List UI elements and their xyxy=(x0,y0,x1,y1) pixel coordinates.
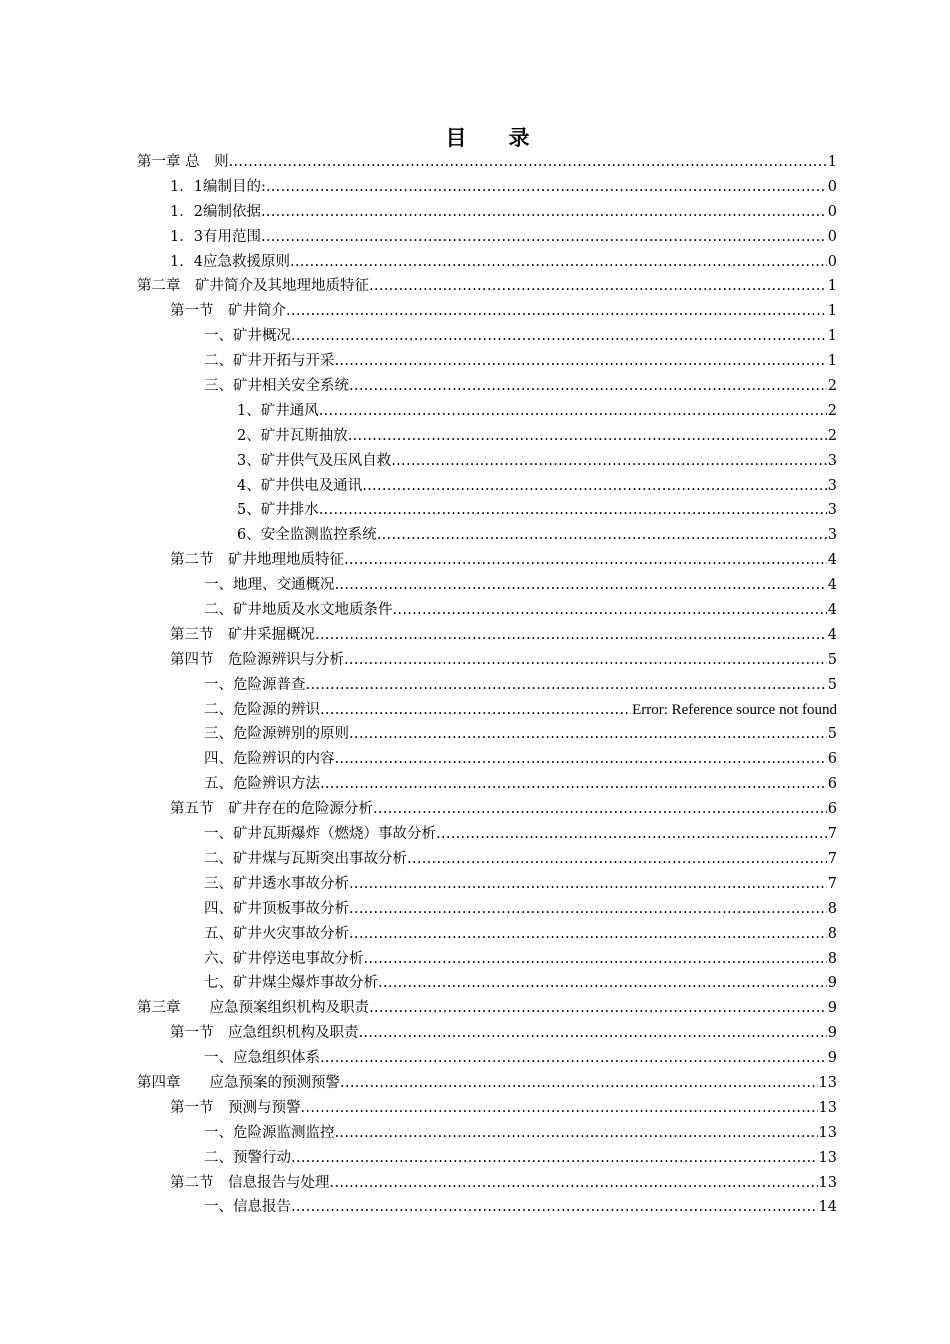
toc-entry-label: 第五节 矿井存在的危险源分析 ..... xyxy=(170,797,837,822)
toc-entry-label: 一、地理、交通概况 ..... xyxy=(204,573,837,598)
toc-entry[interactable] xyxy=(137,474,837,499)
toc-entry-page-number: 5 xyxy=(827,722,837,747)
toc-entry-label: 四、矿井顶板事故分析 ..... xyxy=(204,897,837,922)
toc-entry-label: 一、矿井概况 ..... xyxy=(204,324,837,349)
toc-entry[interactable] xyxy=(137,250,837,275)
toc-entry-page-number: 6 xyxy=(827,747,837,772)
toc-entry[interactable] xyxy=(137,1121,837,1146)
toc-entry[interactable] xyxy=(137,1171,837,1196)
toc-entry[interactable] xyxy=(137,449,837,474)
toc-entry[interactable] xyxy=(137,1146,837,1171)
toc-entry-label: 一、危险源监测监控 ..... xyxy=(204,1121,837,1146)
toc-entry-label: 六、矿井停送电事故分析 ..... xyxy=(204,947,837,972)
toc-entry-page-number: 1 xyxy=(827,274,837,299)
toc-entry-label: 1．3有用范围 ..... xyxy=(170,225,837,250)
toc-entry-page-number: 13 xyxy=(818,1071,837,1096)
toc-entry-label: 6、安全监测监控系统 ..... xyxy=(237,523,837,548)
toc-entry-label: 二、矿井地质及水文地质条件 ..... xyxy=(204,598,837,623)
toc-entry-page-number: 1 xyxy=(827,324,837,349)
toc-entry[interactable] xyxy=(137,274,837,299)
toc-entry-label: 第二节 信息报告与处理 ..... xyxy=(170,1171,837,1196)
toc-entry-label: 4、矿井供电及通讯 ..... xyxy=(237,474,837,499)
toc-entry-page-number: 0 xyxy=(827,225,837,250)
toc-entry-page-number: 9 xyxy=(827,996,837,1021)
toc-entry[interactable] xyxy=(137,673,837,698)
toc-entry[interactable] xyxy=(137,1046,837,1071)
toc-entry-page-number: 7 xyxy=(827,847,837,872)
toc-entry-page-number: 1 xyxy=(827,299,837,324)
toc-entry-label: 5、矿井排水 ..... xyxy=(237,498,837,523)
toc-entry-page-number: 7 xyxy=(827,872,837,897)
toc-entry-page-number: 9 xyxy=(827,971,837,996)
toc-entry[interactable] xyxy=(137,971,837,996)
toc-entry-label: 第二节 矿井地理地质特征 ..... xyxy=(170,548,837,573)
toc-entry-page-number: 2 xyxy=(827,424,837,449)
toc-entry-page-number: 13 xyxy=(818,1146,837,1171)
toc-entry[interactable] xyxy=(137,872,837,897)
toc-entry-label: 二、危险源的辨识 ..... xyxy=(204,698,837,723)
toc-entry-label: 1．1编制目的: ..... xyxy=(170,175,837,200)
toc-entry-page-number: 2 xyxy=(827,374,837,399)
toc-entry-page-number: 0 xyxy=(827,200,837,225)
toc-entry-page-number: 14 xyxy=(818,1195,837,1220)
toc-entry[interactable] xyxy=(137,847,837,872)
toc-entry[interactable] xyxy=(137,523,837,548)
toc-entry-label: 第一节 矿井简介 ..... xyxy=(170,299,837,324)
toc-entry-page-number: 4 xyxy=(827,548,837,573)
toc-entry[interactable] xyxy=(137,1071,837,1096)
toc-entry-page-number: 8 xyxy=(827,897,837,922)
toc-entry-label: 三、矿井透水事故分析 ..... xyxy=(204,872,837,897)
toc-entry[interactable] xyxy=(137,1021,837,1046)
toc-entry-page-number: 5 xyxy=(827,673,837,698)
toc-entry-label: 二、矿井开拓与开采 ..... xyxy=(204,349,837,374)
toc-entry[interactable] xyxy=(137,623,837,648)
toc-entry-page-number: 4 xyxy=(827,573,837,598)
toc-entry-label: 1、矿井通风 ..... xyxy=(237,399,837,424)
toc-entry[interactable] xyxy=(137,150,837,175)
toc-entry-label: 七、矿井煤尘爆炸事故分析 ..... xyxy=(204,971,837,996)
table-of-contents xyxy=(137,150,837,1220)
toc-entry-page-number: 3 xyxy=(827,449,837,474)
toc-entry[interactable] xyxy=(137,374,837,399)
toc-entry-label: 二、预警行动 ..... xyxy=(204,1146,837,1171)
toc-entry-page-number: 13 xyxy=(818,1171,837,1196)
toc-entry[interactable] xyxy=(137,424,837,449)
toc-entry-page-number: 9 xyxy=(827,1021,837,1046)
toc-entry[interactable] xyxy=(137,498,837,523)
toc-entry-page-number: 0 xyxy=(827,250,837,275)
toc-entry[interactable] xyxy=(137,324,837,349)
toc-entry-label: 三、矿井相关安全系统 ..... xyxy=(204,374,837,399)
toc-entry-label: 一、危险源普查 ..... xyxy=(204,673,837,698)
toc-entry-page-number: 13 xyxy=(818,1096,837,1121)
toc-entry-label: 1．2编制依据 ..... xyxy=(170,200,837,225)
toc-entry[interactable] xyxy=(137,922,837,947)
toc-entry-label: 一、矿井瓦斯爆炸（燃烧）事故分析 ..... xyxy=(204,822,837,847)
toc-entry[interactable] xyxy=(137,897,837,922)
toc-entry-label: 三、危险源辨别的原则 ..... xyxy=(204,722,837,747)
toc-entry-page-number: 3 xyxy=(827,523,837,548)
toc-entry[interactable] xyxy=(137,349,837,374)
toc-entry-page-number: 1 xyxy=(827,349,837,374)
toc-entry-label: 四、危险辨识的内容 ..... xyxy=(204,747,837,772)
toc-entry[interactable] xyxy=(137,722,837,747)
toc-entry-page-number: 5 xyxy=(827,648,837,673)
toc-entry-page-number: 13 xyxy=(818,1121,837,1146)
toc-entry-label: 第一节 应急组织机构及职责 ..... xyxy=(170,1021,837,1046)
toc-entry-label: 第四节 危险源辨识与分析 ..... xyxy=(170,648,837,673)
toc-entry-page-number: Error: Reference source not found xyxy=(631,698,837,723)
toc-entry[interactable] xyxy=(137,548,837,573)
toc-entry[interactable] xyxy=(137,822,837,847)
toc-entry-label: 五、危险辨识方法 ..... xyxy=(204,772,837,797)
toc-title: 目 录 xyxy=(445,125,530,150)
toc-entry[interactable] xyxy=(137,797,837,822)
toc-entry[interactable] xyxy=(137,698,837,723)
toc-entry[interactable] xyxy=(137,747,837,772)
toc-entry-label: 1．4应急救援原则 ..... xyxy=(170,250,837,275)
toc-entry[interactable] xyxy=(137,573,837,598)
toc-entry[interactable] xyxy=(137,175,837,200)
toc-entry-page-number: 3 xyxy=(827,474,837,499)
toc-entry[interactable] xyxy=(137,598,837,623)
toc-entry-page-number: 6 xyxy=(827,797,837,822)
toc-entry-label: 2、矿井瓦斯抽放 ..... xyxy=(237,424,837,449)
toc-entry-label: 第三章 应急预案组织机构及职责 ..... xyxy=(137,996,837,1021)
toc-entry-label: 3、矿井供气及压风自救 ..... xyxy=(237,449,837,474)
toc-entry-page-number: 8 xyxy=(827,922,837,947)
toc-entry[interactable] xyxy=(137,1195,837,1220)
toc-entry-label: 第一章 总 则 ..... xyxy=(137,150,837,175)
toc-entry-label: 二、矿井煤与瓦斯突出事故分析 ..... xyxy=(204,847,837,872)
toc-entry[interactable] xyxy=(137,772,837,797)
toc-entry[interactable] xyxy=(137,399,837,424)
toc-entry-label: 第三节 矿井采掘概况 ..... xyxy=(170,623,837,648)
toc-entry[interactable] xyxy=(137,996,837,1021)
toc-entry-page-number: 1 xyxy=(827,150,837,175)
toc-entry-label: 第一节 预测与预警 ..... xyxy=(170,1096,837,1121)
toc-entry[interactable] xyxy=(137,299,837,324)
toc-entry-page-number: 7 xyxy=(827,822,837,847)
toc-entry-label: 一、应急组织体系 ..... xyxy=(204,1046,837,1071)
toc-entry-page-number: 6 xyxy=(827,772,837,797)
toc-entry-page-number: 4 xyxy=(827,598,837,623)
toc-entry[interactable] xyxy=(137,947,837,972)
toc-entry[interactable] xyxy=(137,225,837,250)
toc-entry-page-number: 4 xyxy=(827,623,837,648)
toc-entry-label: 第四章 应急预案的预测预警 ..... xyxy=(137,1071,837,1096)
toc-entry-page-number: 9 xyxy=(827,1046,837,1071)
toc-entry[interactable] xyxy=(137,648,837,673)
toc-entry-page-number: 2 xyxy=(827,399,837,424)
toc-entry-page-number: 8 xyxy=(827,947,837,972)
toc-entry-page-number: 3 xyxy=(827,498,837,523)
toc-entry-label: 第二章 矿井简介及其地理地质特征 ..... xyxy=(137,274,837,299)
toc-entry-page-number: 0 xyxy=(827,175,837,200)
toc-entry[interactable] xyxy=(137,200,837,225)
toc-entry-label: 一、信息报告 ..... xyxy=(204,1195,837,1220)
toc-entry-label: 五、矿井火灾事故分析 ..... xyxy=(204,922,837,947)
toc-entry[interactable] xyxy=(137,1096,837,1121)
